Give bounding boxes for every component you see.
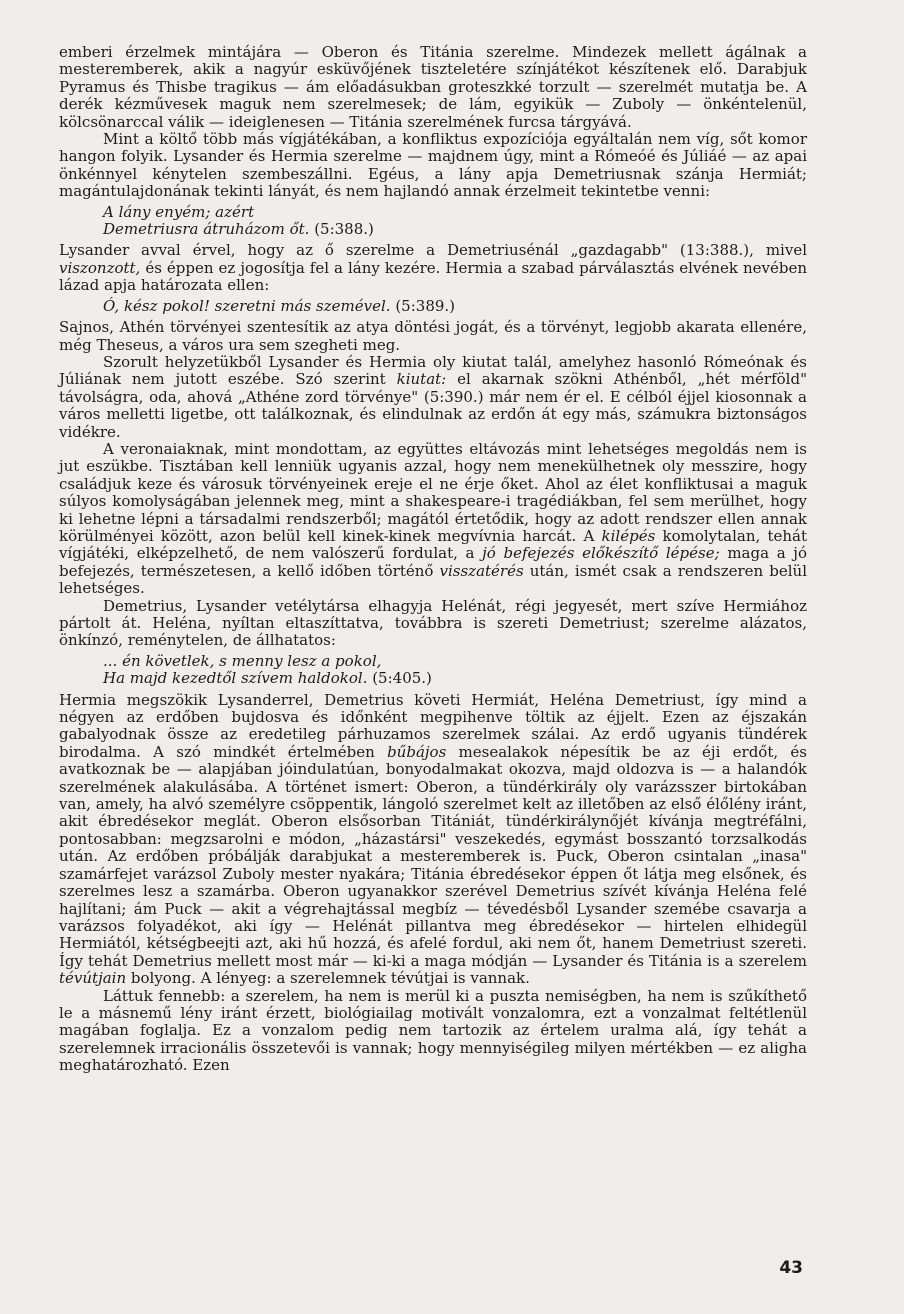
paragraph-8: Hermia megszökik Lysanderrel, Demetrius követi Hermiát, Heléna Demetriust, így mind a négyen az erdőben bujdosva és időnként megpihenve töltik az éjjelt. Ezen az éjszakán gabalyodnak össze az eredetileg párhuzamos szerelmek szálai. Az erdő ugyanis tündérek birodalma. A szó mindkét értelmében bűbájos mesealakok népesítik be az éji erdőt, és avatkoznak be — alapjában jóindulatúan, bonyodalmakat okozva, majd oldozva is — a halandók szerelmének alakulásába. A történet ismert: Oberon, a tündérkirály oly varázsszer birtokában van, amely, ha alvó személyre csöppentik, lángoló szerelmet kelt az illetőben az első élőlény iránt, akit ébredésekor meglát. Oberon elsősorban Titániát, tündérkirálynőjét kívánja megtréfálni, pontosabban: megzsarolni e módon, „házastársi" veszekedés, egymást bosszantó torzsalkodás után. Az erdőben próbálják darabjukat a mesteremberek is. Puck, Oberon csintalan „inasa" szamárfejet varázsol Zuboly mester nyakára; Titánia ébredésekor éppen őt látja meg elsőnek, és szerelmes lesz a szamárba. Oberon ugyanakkor szerével Demetrius szívét kívánja Heléna felé hajlítani; ám Puck — akit a végrehajtással megbíz — tévedésből Lysander szemébe csavarja a varázsos folyadékot, aki így — Helénát pillantva meg ébredésekor — hirtelen elhidegül Hermiától, kétségbeejti azt, aki hű hozzá, és afelé fordul, aki nem őt, hanem Demetriust szereti. Így tehát Demetrius mellett most már — ki-ki a maga módján — Lysander és Titánia is a szerelem tévútjain bolyong. A lényeg: a szerelemnek tévútjai is vannak. [59,690,808,988]
paragraph-9: Láttuk fennebb: a szerelem, ha nem is merül ki a puszta nemiségben, ha nem is szűkíthető le a másnemű lény iránt érzett, biológiailag motivált vonzalomra, ezt a vonzalmat feltétlenül magában foglalja. Ez a vonzalom pedig nem tartozik az értelem uralma alá, így tehát a szerelemnek irracionális összetevői is vannak; hogy mennyiségileg milyen mértékben — ez aligha meghatározható. Ezen [59,986,807,1075]
emphasis-visszateres: visszatérés [439,561,524,580]
emphasis-bubajos: bűbájos [387,742,447,761]
quote-3-line-1: ... én követlek, s menny lesz a pokol, [103,651,382,670]
quote-1-reference: (5:388.) [314,220,374,239]
paragraph-5: Szorult helyzetükből Lysander és Hermia oly kiutat talál, amelyhez hasonló Rómeónak és Júliának nem jutott eszébe. Szó szerint kiutat: el akarnak szökni Athénből, „hét mérföld" távolságra, oda, ahová „Athéne zord törvénye" (5:390.) már nem ér el. E célból éjjel kiosonnak a város melletti ligetbe, ott találkoznak, és elindulnak az erdőn át egy más, számukra biztonságos vidékre. [59,352,807,441]
quote-3-reference: (5:405.) [372,669,432,688]
quote-2 [103,298,807,315]
emphasis-viszonzott: viszonzott, [59,258,141,277]
quote-1-line-1: A lány enyém; azért [103,202,255,221]
emphasis-tevutjain: tévútjain [59,969,127,988]
paragraph-7: Demetrius, Lysander vetélytársa elhagyja Helénát, régi jegyesét, mert szíve Hermiához pártolt át. Heléna, nyíltan eltaszíttatva, továbbra is szereti Demetriust; szerelme alázatos, önkínzó, reménytelen, de állhatatos: [59,596,807,650]
paragraph-4: Sajnos, Athén törvényei szentesítik az atya döntési jogát, és a törvényt, legjobb akarata ellenére, még Theseus, a város ura sem szegheti meg. [59,318,807,354]
quote-1 [103,204,807,239]
paragraph-3: Lysander avval érvel, hogy az ő szerelme a Demetriusénál „gazdagabb" (13:388.), mivel viszonzott, és éppen ez jogosítja fel a lány kezére. Hermia a szabad párválasztás elvének nevében lázad apja határozata ellen: [59,241,807,295]
emphasis-jo-befejezes: jó befejezés előkészítő lépése; [482,544,720,563]
paragraph-1: emberi érzelmek mintájára — Oberon és Titánia szerelme. Mindezek mellett ágálnak a mesteremberek, akik a nagyúr esküvőjének tiszteletére színjátékot készítenek elő. Darabjuk Pyramus és Thisbe tragikus — ám előadásukban groteszkké torzult — szerelmét mutatja be. A derék kézművesek maguk nem szerelmesek; de lám, egyikük — Zuboly — önkéntelenül, kölcsönarccal válik — ideiglenesen — Titánia szerelmének furcsa tárgyává. [59,43,807,131]
quote-2-line: Ó, kész pokol! szeretni más szemével. (5:389.) [103,296,456,315]
quote-2-reference: (5:389.) [395,296,456,315]
quote-3 [103,653,807,688]
quote-1-line-2: Demetriusra átruházom őt. (5:388.) [103,220,374,239]
paragraph-6: A veronaiaknak, mint mondottam, az együttes eltávozás mint lehetséges megoldás nem is jut eszükbe. Tisztában kell lenniük ugyanis azzal, hogy nem menekülhetnek oly messzire, hogy családjuk keze és városuk törvényeinek ereje el ne érje őket. Ahol az élet konfliktusai a maguk súlyos komolyságában jelennek meg, mint a shakespeare-i tragédiákban, fel sem merülhet, hogy ki lehetne lépni a társadalmi rendszerből; magától értetődik, hogy az adott rendszer ellen annak körülményei között, azon belül kell kinek-kinek megvívnia harcát. A kilépés komolytalan, tehát vígjátéki, elképzelhető, de nem valószerű fordulat, a jó befejezés előkészítő lépése; maga a jó befejezés, természetesen, a kellő időben történő visszatérés után, ismét csak a rendszeren belül lehetséges. [59,439,807,598]
page-number: 43 [779,1258,803,1278]
emphasis-kiutat: kiutat: [396,370,447,389]
quote-3-line-2: Ha majd kezedtől szívem haldokol. (5:405.) [103,669,432,688]
emphasis-kilepes: kilépés [601,526,656,545]
body-text [59,44,807,1075]
paragraph-2: Mint a költő több más vígjátékában, a konfliktus expozíciója egyáltalán nem víg, sőt komor hangon folyik. Lysander és Hermia szerelme — majdnem úgy, mint a Rómeóé és Júliáé — az apai önkénnyel kénytelen szembeszállni. Egéus, a lány apja Demetriusnak szánja Hermiát; magántulajdonának tekinti lányát, és nem hajlandó annak érzelmeit tekintetbe venni: [59,130,807,201]
